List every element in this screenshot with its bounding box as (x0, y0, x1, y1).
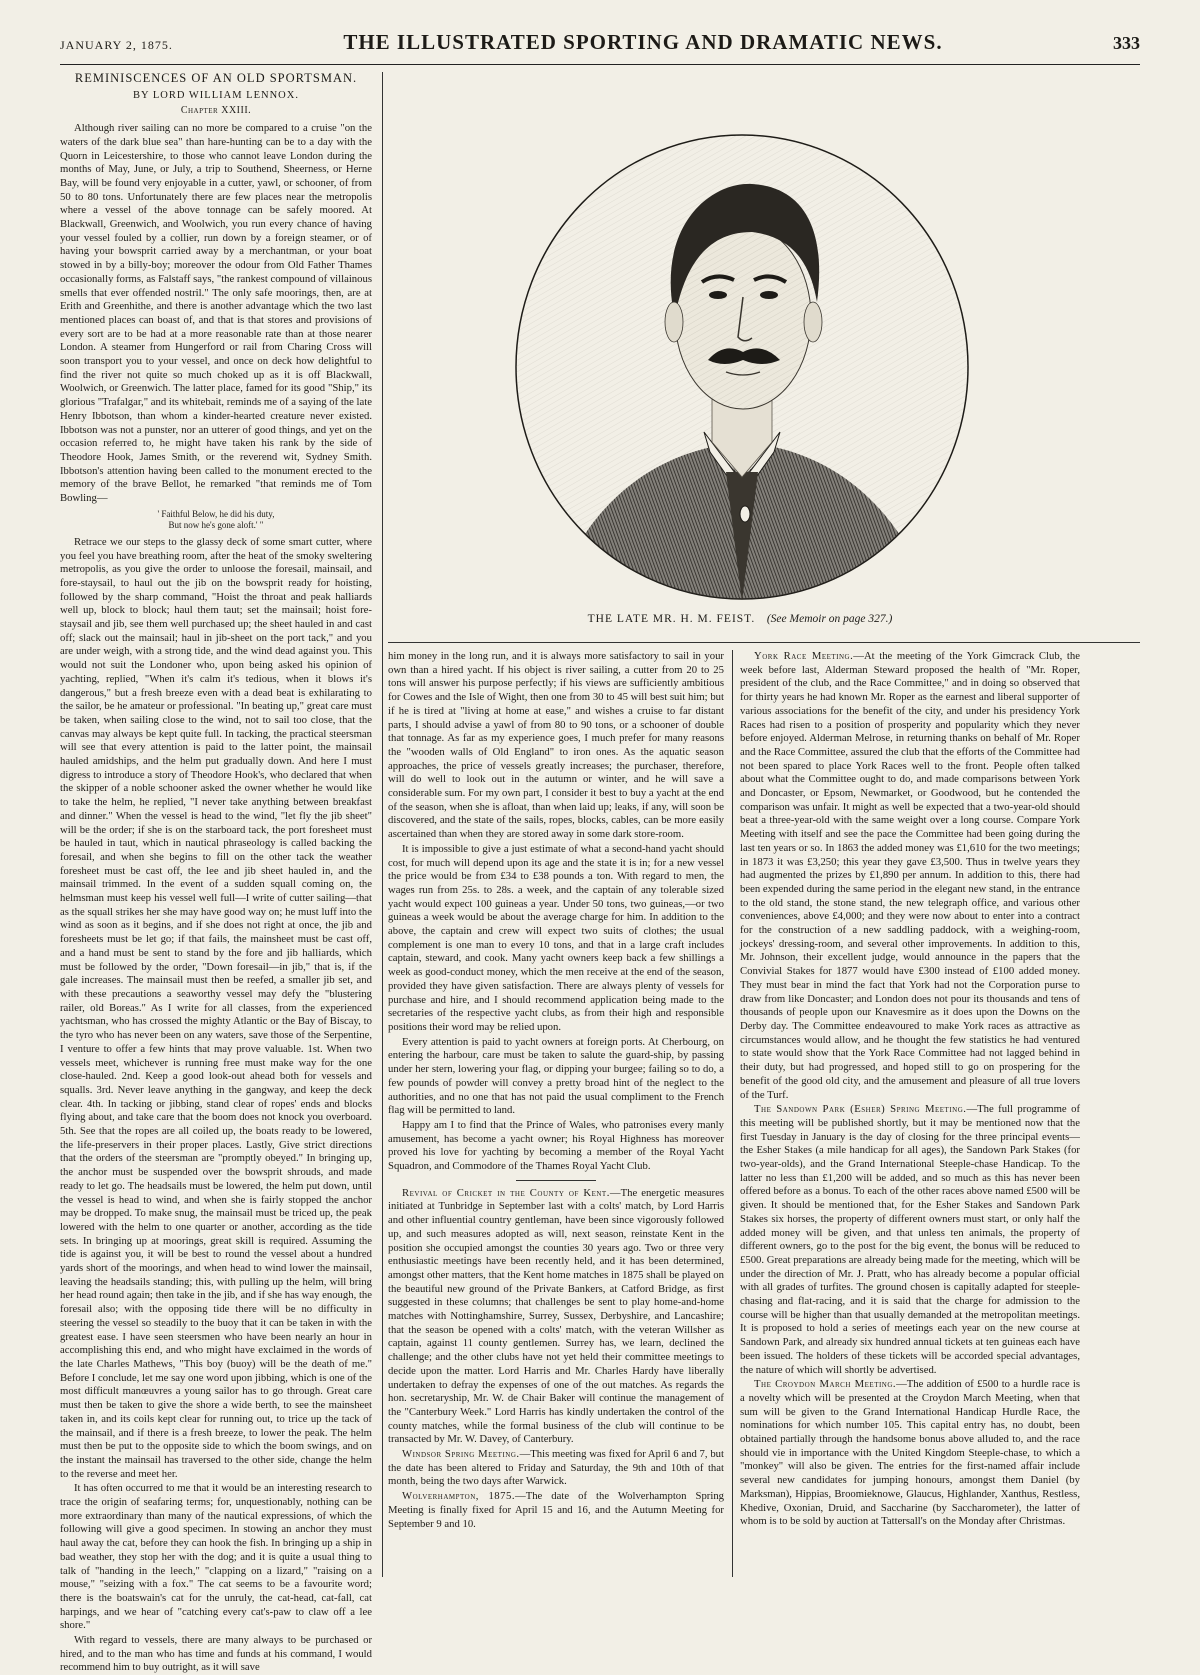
page-number: 333 (1113, 33, 1140, 53)
cricket-paragraph (388, 1187, 724, 1447)
portrait-illustration (512, 132, 972, 602)
sandown-text: —The full programme of this meeting will be published shortly, but it may be mentioned now that the first Tuesday in January is the day of closing for the three principal events—the Esher Stakes (a mile handicap for all ages), the Sandown Park Stakes (for two-year-olds), and the Grand International Steeple-chase Handicap. To the latter no less than £1,200 will be added, and so much as this has never been offered before as a bonus. To each of the other races above named £500 will be given. It should be mentioned that, for the Esher Stakes and Sandown Park Stakes six horses, the property of different owners must start, or only half the added money will be given, and that unless ten animals, the property of different owners, go to the post for the big event, the bonus will be reduced to £500. Great preparations are already being made for the meeting, which will be under the direction of Mr. J. Pratt, who has already become a popular official with all grades of turfites. The ground chosen is capitally adapted for steeple-chasing and flat-racing, and it is said that the charge for admission to the course will be higher than that usually demanded at the metropolitan meetings. It is proposed to hold a series of meetings each year on the new course at Sandown Park, and already six hundred annual tickets at ten guineas each have been issued. The holders of these tickets will be accorded special advantages, the nature of which will shortly be advertised. (740, 1103, 1081, 1376)
issue-date: JANUARY 2, 1875. (60, 38, 173, 52)
article-paragraph: Although river sailing can no more be compared to a cruise "on the waters of the dark blue sea" than hare-hunting can be to a day with the Quorn in Leicestershire, to those who cannot leave London during the months of May, June, or July, a trip to Southend, Sheerness, or Herne Bay, will be found very enjoyable in a cutter, yawl, or schooner, of from 50 to 80 tons. Unfortunately there are few places near the metropolis where a vessel of the above tonnage can be safely moored. At Blackwall, Greenwich, and Woolwich, you run every chance of having your vessel fouled by a collier, run down by a foreign steamer, or of having your bowsprit carried away by a merchantman, or your boat stowed in by a billy-boy; moreover the odour from Old Father Thames occasionally forms, as Falstaff says, "the rankest compound of villainous smells that ever offended nostril." The only safe moorings, then, are at Erith and Greenhithe, and there is another advantage which the two last mentioned places can boast of, and that is that stores and provisions of every sort are to be had at a more reasonable rate than at those nearer London. A steamer from Hungerford or rail from Charing Cross will soon transport you to your vessel, and once on deck how delightful to find the river not quite so much choked up as it is off Blackwall, Woolwich, or Greenwich. The latter place, famed for its good "Ship," its glorious "Trafalgar," and its whitebait, reminds me of a saying of the late Henry Ibbotson, than whom a kinder-hearted creature never existed. Ibbotson was not a punster, nor an utterer of good things, and yet on the occasion referred to, he might have taken his rank by the side of Theodore Hook, James Smith, or the reverend wit, Sydney Smith. Ibbotson's attention having been called to the monument erected to the memory of the brave Bellot, he remarked "that reminds me of Tom Bowling— (60, 122, 372, 505)
article-paragraph: It has often occurred to me that it would be an interesting research to trace the origin of seafaring terms; for, unquestionably, nothing can be more extraordinary than many of the nautical expressions, of which the following will give a good specimen. In stowing an anchor they must haul away the cat, before they can hook the fish. In bringing up a ship in bad weather, they stop her with the dog; and it is quite a usual thing to talk of "handing in the leech," "clapping on a lizard," "raising on a mouse," "seizing with a fox." The cat seems to be a favourite word; there is the boatswain's cat for the unruly, the cat-head, cat-fall, cat harpings, and we hear of "catching every cat's-paw to claw off a lee shore." (60, 1482, 372, 1632)
newspaper-title: THE ILLUSTRATED SPORTING AND DRAMATIC NEWS. (343, 30, 943, 54)
article-byline: BY LORD WILLIAM LENNOX. (133, 89, 299, 101)
portrait-engraving (512, 132, 972, 602)
wolverhampton-title: Wolverhampton, 1875. (402, 1490, 515, 1503)
article-paragraph: Happy am I to find that the Prince of Wales, who patronises every manly amusement, has become a yacht owner; his Royal Highness has moreover proved his love for yachting by becoming a member of the Royal Yacht Squadron, and Commodore of the Thames Royal Yacht Club. (388, 1118, 724, 1173)
masthead-rule (60, 64, 1140, 65)
croydon-title: The Croydon March Meeting. (754, 1378, 897, 1391)
caption-main: THE LATE MR. H. M. FEIST. (587, 613, 756, 625)
york-text: —At the meeting of the York Gimcrack Club, the week before last, Alderman Steward proposed the health of "Mr. Roper, president of the club, and the Race Committee," and in doing so observed that for thirty years he had known Mr. Roper as the earnest and liberal supporter of various associations for the benefit of the city, and under his presidency York Races had risen to a position of prosperity and popularity which they never before enjoyed. Alderman Melrose, in returning thanks on behalf of Mr. Roper and the Race Committee, assured the club that the efforts of the Committee had not been spared to place York Races well to the front. People often talked about what the Committee ought to do, and made comparisons between York and Doncaster, or Epsom, Newmarket, or Goodwood, but he contended the comparison was unfair. It might as well be expected that a two-year-old should beat a three-year-old with the same weight over a long course. Compare York Meeting with itself and see the pace the Committee had been going during the last ten years or so. In 1863 the added money was £1,610 for the two meetings; in 1873 it was £3,250; this year they gave £3,500. Thus in twelve years they had augmented the prizes by £1,890 per annum. In addition to this, there had been expended during the same period in the elegant new stand, in the entrance to the old stand, the stone stand, the new telegraph office, and various other conveniences, above £4,000; and they were now about to enter into a contract for the construction of a new saddling paddock, with a weighing-room, jockeys' dressing-room, and several other improvements. In addition to this, Mr. Johnson, their excellent judge, would announce in the papers that the Convivial Stakes for 1877 would have £300 instead of £100 added money. They must bear in mind the fact that York had not the Corporation purse to draw from like Doncaster; and London does not pour its thousands and tens of thousands of people upon our Knavesmire as it does upon the Downs on the Derby day. The Committee endeavoured to make York races as attractive as circumstances would allow, and he thought the few statistics he had ventured to state would show that the York Race Committee had not lagged behind in their duty, but had progressed, and hoped still to go on prospering for the benefit of the good old city, and the amusement and pleasure of all true lovers of the Turf. (740, 650, 1080, 1101)
sandown-paragraph (740, 1103, 1080, 1377)
windsor-title: Windsor Spring Meeting. (402, 1448, 520, 1461)
article-paragraph: It is impossible to give a just estimate of what a second-hand yacht should cost, for much will depend upon its age and the state it is in; for a new vessel the price would be from £34 to £38 pounds a ton. With regard to men, the wages run from 25s. to 28s. a week, and the captain of any tolerable sized yacht would expect 100 guineas a year. Under 50 tons, two guineas,—or two guineas a week would be about the average charge for him. In addition to the above, the captain and crew will expect two suits of clothes; the usual complement is one man to every 10 tons, and that in a large craft includes captain, steward, and cook. Many yacht owners keep back a few shillings a week as good-conduct money, which the men receive at the end of the season, provided they have given satisfaction. There are always plenty of vessels for purchase and hire, and I should recommend application being made to the secretaries of the respective yacht clubs, as from their high and responsible positions their word may be relied upon. (388, 842, 724, 1033)
column-middle (388, 650, 724, 1577)
quote-line: But now he's gone aloft.' " (168, 519, 264, 530)
windsor-paragraph (388, 1448, 724, 1489)
cricket-title: Revival of Cricket in the County of Kent. (402, 1186, 610, 1199)
caption-reference: (See Memoir on page 327.) (766, 613, 893, 625)
sandown-title: The Sandown Park (Esher) Spring Meeting. (754, 1103, 967, 1116)
article-paragraph: Retrace we our steps to the glassy deck of some smart cutter, where you feel you have breathing room, after the heat of the smoky sweltering metropolis, as you give the order to unloose the foresail, mainsail, and fore-staysail, to haul out the jib on the bowsprit ready for hoisting, followed by the sharp command, "Hoist the throat and peak halliards well up, block to block; haul them taut; set the mainsail; hoist fore-staysail and jib, see them well purchased up; the sheet hauled in and cast off; slack out the mainsail; haul in jib-sheet on the port tack," and you are under weigh, with a strong tide, and the wind dead against you. This would not suit the Londoner who, upon being asked his opinion of yachting, replied, "When it's calm it's tedious, when it blows it's dangerous," but a fresh breeze even with a dead beat is exhilarating to the sailor, be he amateur or professional. "In beating up," great care must be taken, when sailing close to the wind, not to sail too close, that the canvas may always be kept quite full. In tacking, the practical steersman will see that every attention is paid to the latter point, the mainsail hauled amidships, and the helm put gradually down. And here I must digress to introduce a story of Theodore Hook's, who declared that when the skipper of a noble schooner asked the owner whether he would like to take the helm, he replied, "I never take anything between breakfast and dinner." When the vessel is head to the wind, "let fly the jib sheet" will be the order; if she is on the starboard tack, the port foresheet must be hauled in taut, which in nautical phraseology is called backing the foresail, and when she begins to fill on the other tack the weather foresheet must be cast off, the lee and jib sheet hauled in, and the mainsail trimmed. In the event of a sudden squall coming on, the helmsman must keep his vessel well full—I write of cutter sailing—that as the squall strikes her she may have good way on; he must luff into the wind as soon as it begins, and if she does not right at once, the jib and foresheets must be let go; if that fails, the mainsheet must be cast off, and a hand must be sent to stand by the fore and jib halliards, which must be followed by the order, "Down foresail—in jib," that is, if the gale increases. The mainsail must then be reefed, a smaller jib set, and with these precautions a seaworthy vessel may defy the "blustering railer, old Boreas." As I write for all classes, from the experienced yachtsman, who has crossed the mighty Atlantic or the Bay of Biscay, to the tyro who has never been on any waters, save those of the Serpentine, I venture to offer a few hints that may prove valuable. 1st. When two vessels meet, whichever is running free must make way for the one close-hauled. 2nd. Keep a good look-out ahead both for vessels and squalls. 3rd. Never leave anything in the gangway, and keep the deck clear. 4th. In tacking or jibbing, stand clear of ropes' ends and blocks flying about, and take care that the boom does not knock you overboard. 5th. See that the ropes are all coiled up, the boats ready to be lowered, the life-preservers in their proper places. Lastly, Give strict directions that the orders of the steersman are "promptly obeyed." In bringing up, the anchor must be suspended over the bowsprit shrouds, and made ready to let go. The headsails must be lowered, the helm put down, until the vessel is head to wind, and when she is fairly stopped the anchor may be dropped. To make snug, the mainsail must be triced up, the peak lowered with the helm to one quarter or another, according as the tide sets. In bringing up at moorings, great skill is required. Assuming the tide is against you, it will be best to round the vessel about a hundred yards short of the moorings, and when head to wind lower the mainsail, leaving the headsails standing; this, with pulling up the helm, will bring her head round again; then take in the jib, and if she has way enough, the foresail also; with the opposing tide there will be no difficulty in steering the vessel so steadily to the buoy that it can be taken in with the greatest ease. I have seen steersmen who have been nearly an hour in accomplishing this end, and who might have exclaimed in the words of the late Charles Mathews, "This boy (buoy) will be the death of me." Before I conclude, let me say one word upon jibbing, which is one of the most difficult manœuvres a young sailor has to go through. Great care must then be taken to give the shore a wide berth, to see the mainsheet taken in, and its coils kept clear for running out, to trice up the tack of the mainsail, and if there is a fresh breeze, to lower the peak. The helm must then be put to the opposite side to which the boom swings, and on the instant the mainsail has traversed to the other side, change the helm to the reverse and meet her. (60, 535, 372, 1480)
portrait-caption (380, 613, 1100, 625)
article-paragraph: With regard to vessels, there are many always to be purchased or hired, and to the man who has time and funds at his command, I would recommend him to buy outright, as it will save (60, 1634, 372, 1674)
article-paragraph: him money in the long run, and it is always more satisfactory to sail in your own than a hired yacht. If his object is river sailing, a cutter from 20 to 25 tons will answer his purpose perfectly; if his views are sufficiently ambitious for Cowes and the Isle of Wight, then one from 30 to 45 will best suit him; but if he is tired at "living at home at ease," and wishes a cruise to far distant parts, I should advise a yawl of from 80 to 90 tons, or a schooner of double that tonnage. As far as my experience goes, I much prefer for many reasons the "wooden walls of Old England" to iron ones. As the aquatic season approaches, the price of vessels greatly increases; the purchaser, therefore, will do well to look out in the autumn or winter, and he will save a considerable sum. For my own part, I consider it best to buy a yacht at the end of the season, when she is afloat, than when laid up; leaks, if any, will soon be discovered, and the state of the sails, ropes, blocks, cables, can be more easily ascertained than when they are stored away in some dark store-room. (388, 650, 724, 841)
wolverhampton-paragraph (388, 1490, 724, 1531)
column-divider (382, 72, 383, 1577)
cricket-text: —The energetic measures initiated at Tunbridge in September last with a colts' match, by Lord Harris and other influential country gentleman, have been since vigorously followed up, and such measures adopted as will, next season, reinstate Kent in the position she occupied amongst the counties 30 years ago. Two or three very enthusiastic meetings have been recently held, and it has been determined, amongst other matters, that the Kent home matches in 1875 shall be played on the beautiful new ground of the Private Bankers, at Catford Bridge, as first suggested in these columns; that challenges be sent to play home-and-home matches with Nottinghamshire, Surrey, Sussex, Derbyshire, and Lancashire; that the season be opened with a colts' match, with the veteran Willsher as captain, against 11 county gentlemen. Surrey has, we learn, declined the challenge; and the other clubs have not yet held their committee meetings to decide upon the matter. Lord Harris and Mr. Charles Hardy have liberally undertaken to defray the expenses of one of the out matches. As regards the hon. secretaryship, Mr. W. de Chair Baker will continue the management of the "Canterbury Week." Lord Harris has kindly undertaken the control of the county matches, while the formal business of the club will continue to be transacted by Mr. W. Davey, of Canterbury. (388, 1186, 724, 1446)
croydon-paragraph (740, 1378, 1080, 1529)
wolverhampton-text: —The date of the Wolverhampton Spring Meeting is finally fixed for April 15 and 16, and the Autumn Meeting for September 9 and 10. (388, 1490, 725, 1530)
article-paragraph: Every attention is paid to yacht owners at foreign ports. At Cherbourg, on entering the harbour, care must be taken to salute the guard-ship, by passing under her stern, lowering your flag, or dipping your burgee; failing so to do, a few pounds of powder will convey a pretty broad hint of the neglect to the authorities, and no one that has not paid the usual compliment to the French flag will be permitted to land. (388, 1035, 724, 1117)
york-title: York Race Meeting. (754, 650, 854, 662)
short-divider (516, 1180, 596, 1181)
article-quote (60, 509, 372, 531)
york-paragraph (740, 650, 1080, 1102)
column-left (60, 71, 372, 1674)
column-divider (732, 650, 733, 1577)
quote-line: ' Faithful Below, he did his duty, (157, 508, 275, 519)
masthead (60, 30, 1140, 66)
article-title: REMINISCENCES OF AN OLD SPORTSMAN. (74, 71, 358, 85)
column-right (740, 650, 1080, 1577)
croydon-text: —The addition of £500 to a hurdle race is a novelty which will be presented at the Croydon March Meeting, when that sum will be given to the Grand International Handicap Hurdle Race, the nominations for which number 105. This capital entry has, no doubt, been obtained partially through the handsome bonus above alluded to, and the race should vie in importance with the United Kingdom Steeple-chase, to which a "monkey" will also be given. The entries for the first-named affair include several new candidates for jumping honours, amongst them Daniel (by Marksman), Hippias, Broomieknowe, Glaucus, Highlander, Xanthus, Restless, Khedive, Oxonian, Druid, and Saccharine (by Saccharometer), the latter of whom is to be sold by auction at Tattersall's on the Monday after Christmas. (740, 1378, 1081, 1528)
section-divider (388, 642, 1140, 643)
article-chapter: Chapter XXIII. (180, 105, 252, 117)
windsor-text: —This meeting was fixed for April 6 and 7, but the date has been altered to Friday and Saturday, the 9th and 10th of that month, being the two days after Warwick. (388, 1448, 724, 1488)
